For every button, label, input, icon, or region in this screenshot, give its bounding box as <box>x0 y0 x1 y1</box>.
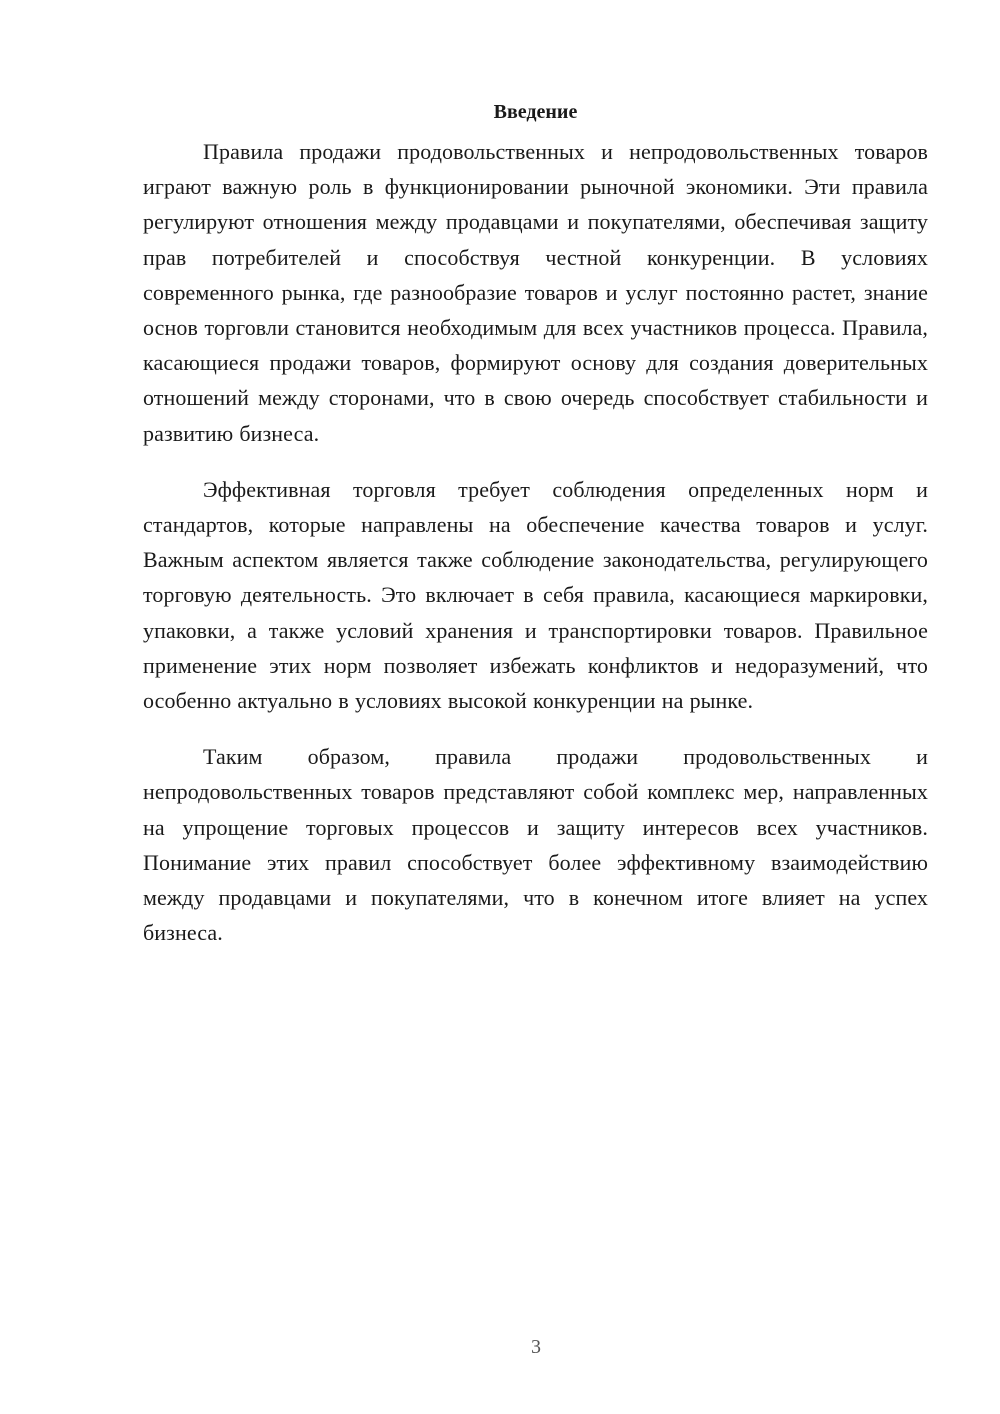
page-content <box>143 98 928 971</box>
paragraph-3: Таким образом, правила продажи продовольственных и непродовольственных товаров представляют собой комплекс мер, направленных на упрощение торговых процессов и защиту интересов всех участников. Понимание этих правил способствует более эффективному взаимодействию между продавцами и покупателями, что в конечном итоге влияет на успех бизнеса. <box>143 744 928 946</box>
page-number: 3 <box>531 1336 541 1358</box>
paragraph-2: Эффективная торговля требует соблюдения определенных норм и стандартов, которые направлены на обеспечение качества товаров и услуг. Важным аспектом является также соблюдение законодательства, регулирующего торговую деятельность. Это включает в себя правила, касающиеся маркировки, упаковки, а также условий хранения и транспортировки товаров. Правильное применение этих норм позволяет избежать конфликтов и недоразумений, что особенно актуально в условиях высокой конкуренции на рынке. <box>143 476 928 714</box>
section-heading: Введение <box>493 101 578 123</box>
paragraph-1: Правила продажи продовольственных и непродовольственных товаров играют важную роль в функционировании рыночной экономики. Эти правила регулируют отношения между продавцами и покупателями, обеспечивая защиту прав потребителей и способствуя честной конкуренции. В условиях современного рынка, где разнообразие товаров и услуг постоянно растет, знание основ торговли становится необходимым для всех участников процесса. Правила, касающиеся продажи товаров, формируют основу для создания доверительных отношений между сторонами, что в свою очередь способствует стабильности и развитию бизнеса. <box>143 139 928 446</box>
